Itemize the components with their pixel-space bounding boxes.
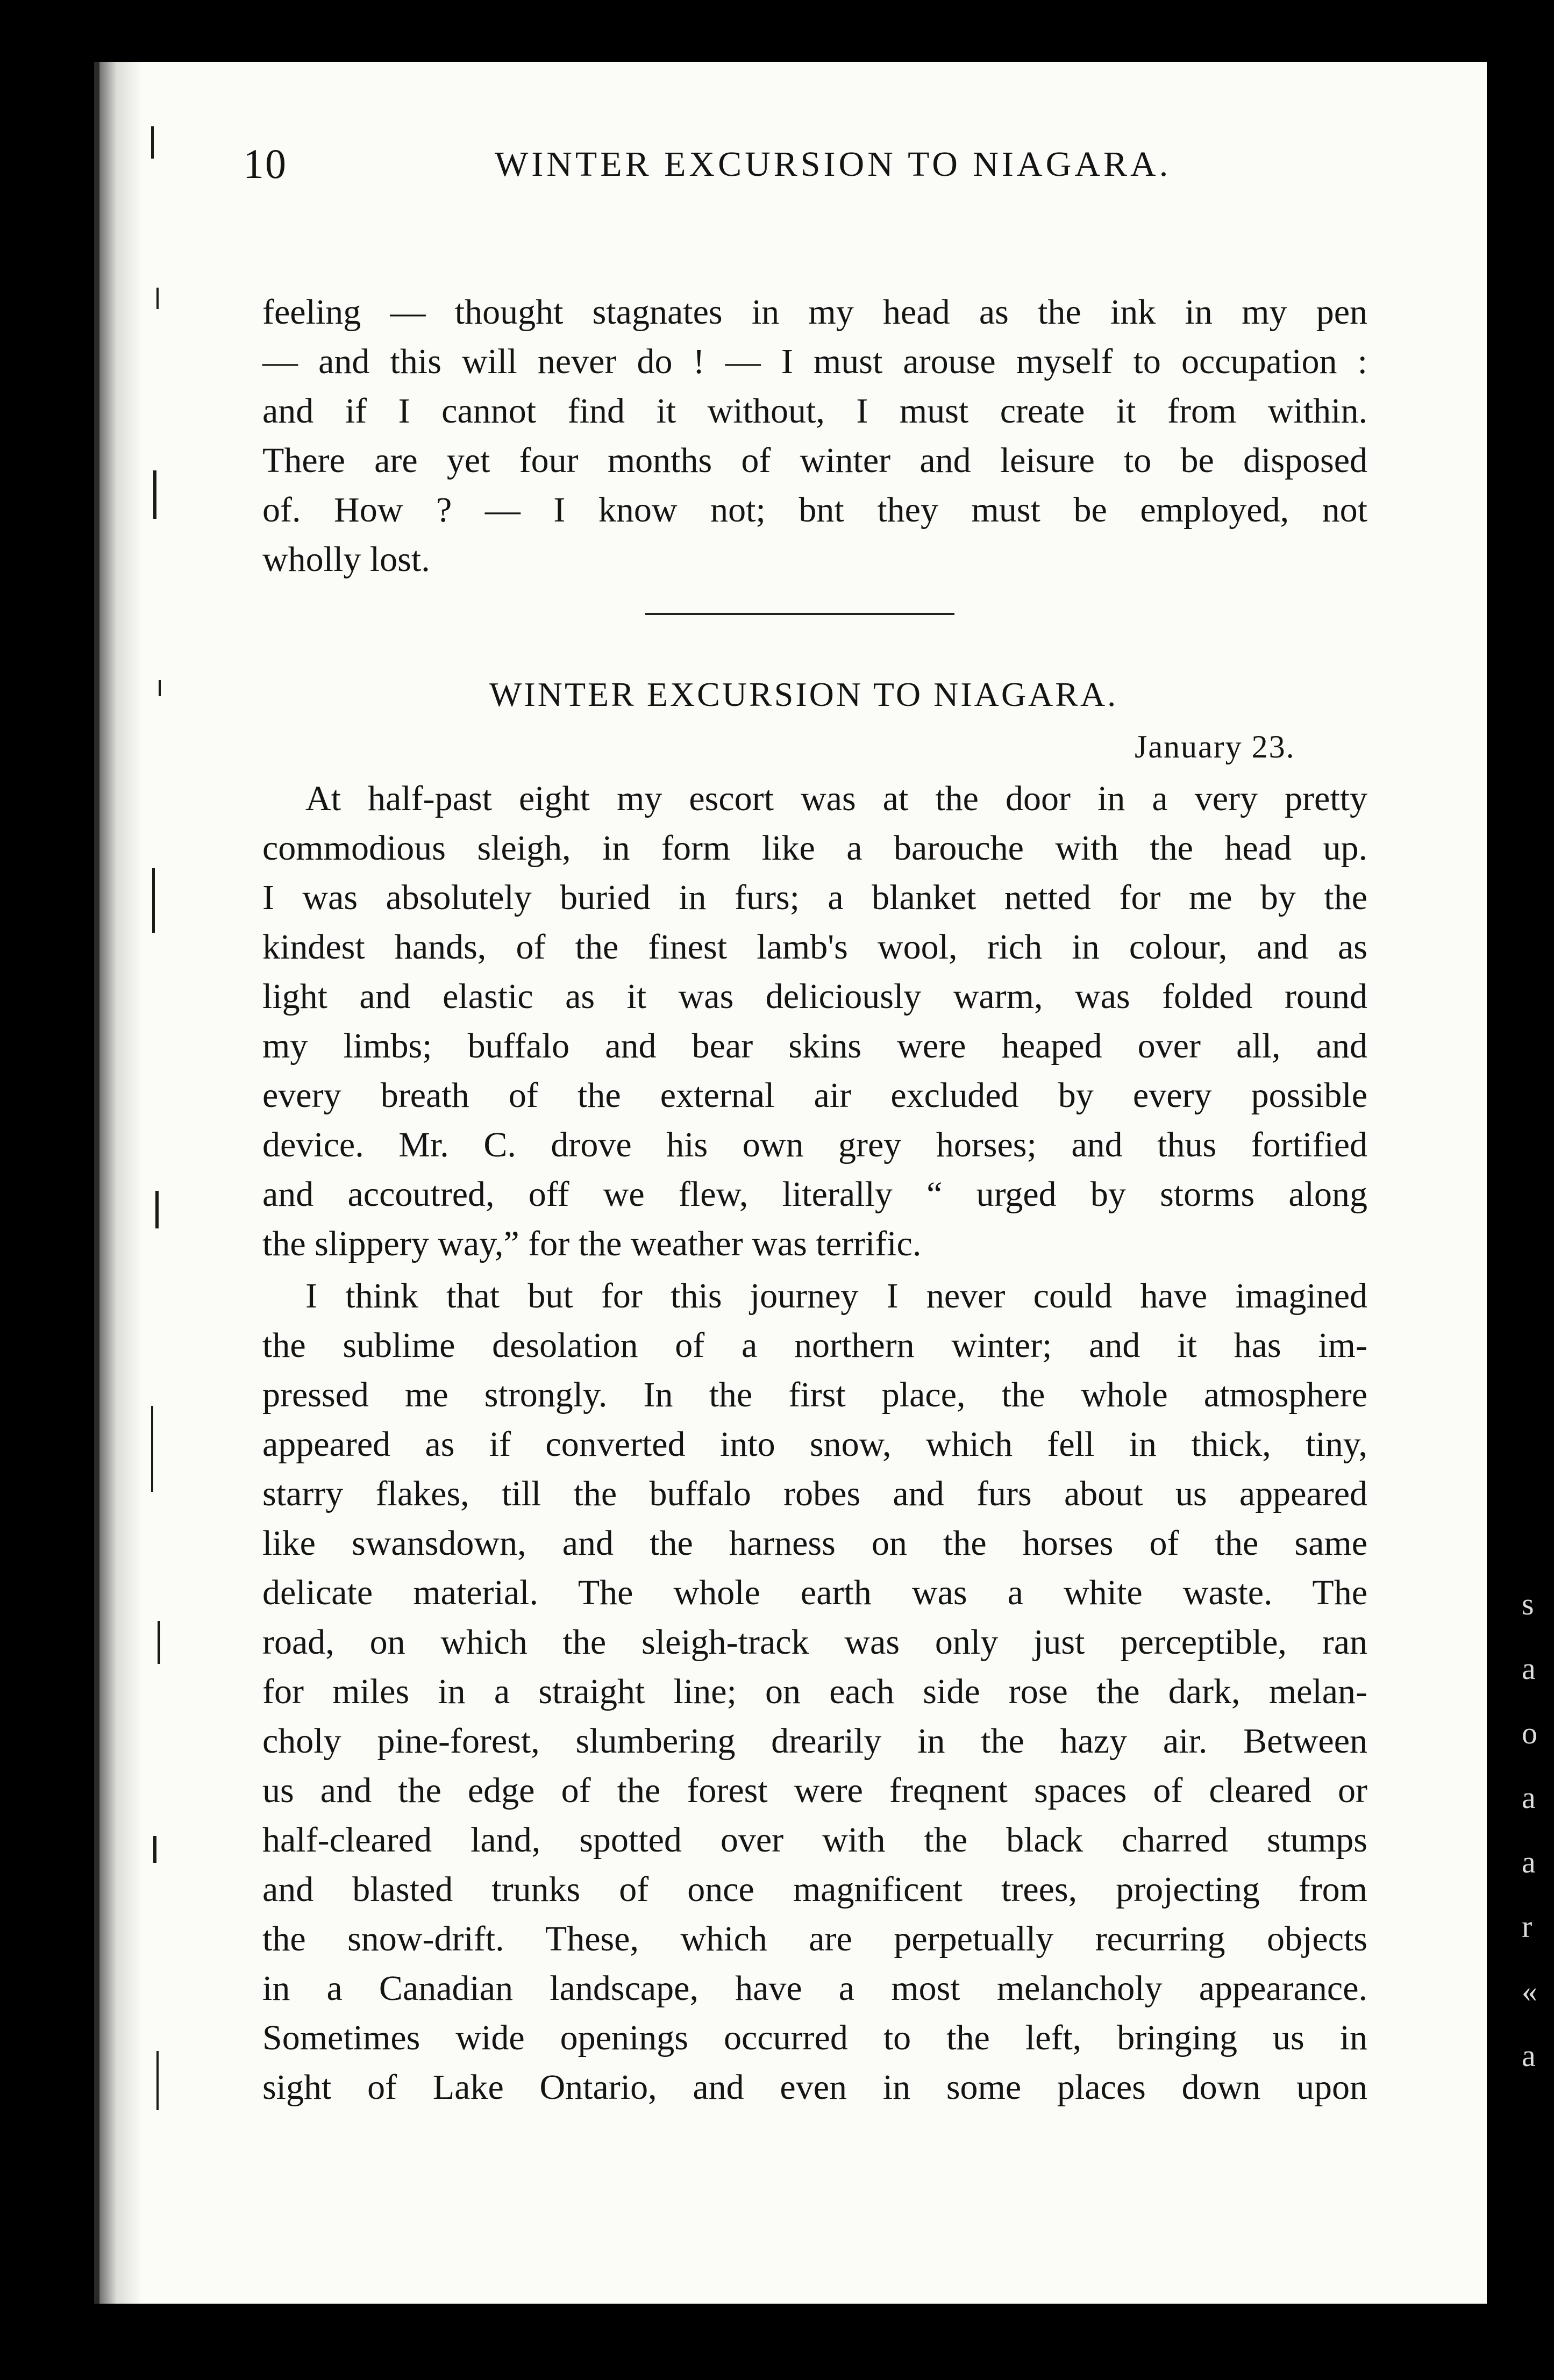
edge-letter: a — [1522, 1780, 1536, 1815]
continuation-paragraph — [262, 288, 1367, 584]
edge-letter: a — [1522, 1845, 1536, 1879]
text-line: the slippery way,” for the weather was terrific. — [262, 1224, 922, 1263]
text-line: us and the edge of the forest were freqnent spaces of cleared or — [262, 1771, 1367, 1810]
page-header — [0, 140, 1554, 194]
text-line: kindest hands, of the finest lamb's wool, rich in colour, and as — [262, 927, 1367, 967]
text-line: starry flakes, till the buffalo robes and furs about us appeared — [262, 1474, 1367, 1513]
text-line: I was absolutely buried in furs; a blanket netted for me by the — [262, 878, 1367, 917]
running-head: WINTER EXCURSION TO NIAGARA. — [495, 145, 1172, 184]
text-line: pressed me strongly. In the first place, the whole atmosphere — [262, 1375, 1367, 1414]
text-line: half-cleared land, spotted over with the black charred stumps — [262, 1820, 1367, 1860]
text-line: At half-past eight my escort was at the door in a very pretty — [305, 779, 1367, 818]
text-line: — and this will never do ! — I must arouse myself to occupation : — [262, 342, 1367, 381]
text-line: my limbs; buffalo and bear skins were heaped over all, and — [262, 1026, 1367, 1066]
text-line: the sublime desolation of a northern winter; and it has im- — [262, 1326, 1367, 1365]
edge-letter: o — [1522, 1716, 1537, 1750]
text-line: like swansdown, and the harness on the horses of the same — [262, 1524, 1367, 1563]
gutter-shadow — [99, 62, 142, 2304]
section-date: January 23. — [1135, 729, 1295, 764]
text-line: of. How ? — I know not; bnt they must be employed, not — [262, 490, 1367, 530]
text-line: every breath of the external air excluded by every possible — [262, 1076, 1367, 1115]
page-number: 10 — [243, 140, 287, 187]
edge-letter: a — [1522, 2038, 1536, 2073]
gutter-noise — [149, 62, 168, 2304]
text-line: choly pine-forest, slumbering drearily in the hazy air. Between — [262, 1721, 1367, 1761]
text-line: and accoutred, off we flew, literally “ urged by storms along — [262, 1175, 1367, 1214]
edge-letter: r — [1522, 1909, 1532, 1944]
section-divider — [645, 613, 954, 615]
edge-letter: s — [1522, 1586, 1534, 1621]
paragraph-escort — [262, 774, 1367, 1269]
text-line: the snow-drift. These, which are perpetually recurring objects — [262, 1919, 1367, 1959]
section-title: WINTER EXCURSION TO NIAGARA. — [489, 675, 1118, 713]
text-line: light and elastic as it was deliciously warm, was folded round — [262, 977, 1367, 1016]
text-line: commodious sleigh, in form like a barouche with the head up. — [262, 828, 1367, 868]
text-line: feeling — thought stagnates in my head as the ink in my pen — [262, 292, 1367, 332]
text-line: Sometimes wide openings occurred to the left, bringing us in — [262, 2018, 1367, 2057]
edge-letter: a — [1522, 1651, 1536, 1686]
text-line: in a Canadian landscape, have a most melancholy appearance. — [262, 1969, 1367, 2008]
text-line: delicate material. The whole earth was a white waste. The — [262, 1573, 1367, 1612]
text-line: There are yet four months of winter and leisure to be disposed — [262, 441, 1367, 480]
facing-page-edge — [1500, 941, 1554, 2073]
text-line: wholly lost. — [262, 540, 430, 579]
paragraph-journey — [262, 1271, 1367, 2112]
text-line: and blasted trunks of once magnificent trees, projecting from — [262, 1870, 1367, 1909]
text-line: device. Mr. C. drove his own grey horses; and thus fortified — [262, 1125, 1367, 1164]
text-line: appeared as if converted into snow, which fell in thick, tiny, — [262, 1425, 1367, 1464]
text-line: I think that but for this journey I never could have imagined — [305, 1276, 1367, 1316]
edge-letter: « — [1522, 1974, 1537, 2009]
text-line: and if I cannot find it without, I must create it from within. — [262, 391, 1367, 431]
text-line: road, on which the sleigh-track was only just perceptible, ran — [262, 1623, 1367, 1662]
text-line: for miles in a straight line; on each side rose the dark, melan- — [262, 1672, 1367, 1711]
text-line: sight of Lake Ontario, and even in some places down upon — [262, 2068, 1367, 2107]
